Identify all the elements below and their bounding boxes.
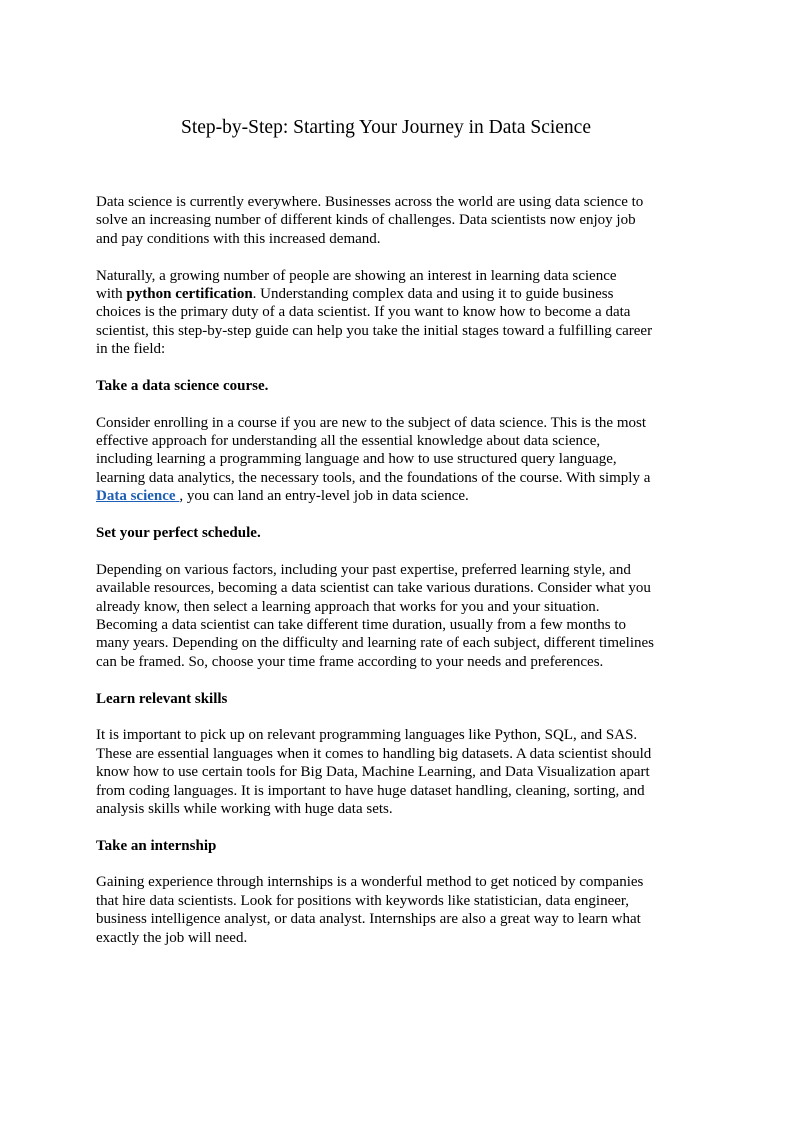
data-science-link[interactable]: Data science [96, 488, 180, 505]
paragraph-line: can be framed. So, choose your time frame according to your needs and preferences. [96, 653, 604, 670]
paragraph-line: Becoming a data scientist can take different time duration, usually from a few months to [96, 616, 626, 633]
paragraph-line: analysis skills while working with huge data sets. [96, 800, 393, 817]
section-heading-internship: Take an internship [96, 837, 217, 854]
paragraph-line: effective approach for understanding all the essential knowledge about data science, [96, 433, 601, 450]
paragraph-line: Naturally, a growing number of people are showing an interest in learning data science [96, 267, 617, 284]
course-paragraph [96, 414, 700, 506]
paragraph-line: business intelligence analyst, or data analyst. Internships are also a great way to learn what [96, 911, 641, 928]
paragraph-line: choices is the primary duty of a data scientist. If you want to know how to become a data [96, 304, 631, 321]
paragraph-line: learning data analytics, the necessary tools, and the foundations of the course. With simply a [96, 469, 651, 486]
paragraph-line: These are essential languages when it comes to handling big datasets. A data scientist should [96, 745, 652, 762]
paragraph-line-with-bold [96, 285, 700, 303]
paragraph-line: know how to use certain tools for Big Data, Machine Learning, and Data Visualization apart [96, 764, 650, 781]
schedule-paragraph [96, 561, 700, 671]
paragraph-line: in the field: [96, 341, 166, 358]
skills-paragraph [96, 726, 700, 818]
paragraph-line: and pay conditions with this increased demand. [96, 230, 381, 247]
intro-paragraph-1 [96, 193, 700, 248]
paragraph-line: already know, then select a learning approach that works for you and your situation. [96, 598, 600, 615]
text-fragment: with [96, 285, 127, 302]
paragraph-line: Gaining experience through internships is a wonderful method to get noticed by companies [96, 874, 644, 891]
section-heading-skills: Learn relevant skills [96, 690, 228, 707]
paragraph-line: Data science is currently everywhere. Businesses across the world are using data science to [96, 194, 644, 210]
paragraph-line: from coding languages. It is important to have huge dataset handling, cleaning, sorting, and [96, 782, 645, 799]
paragraph-line-with-link [96, 487, 700, 505]
paragraph-line: Depending on various factors, including your past expertise, preferred learning style, and [96, 561, 631, 578]
document-body [96, 193, 700, 947]
text-fragment: . Understanding complex data and using it to guide business [252, 285, 614, 302]
paragraph-line: many years. Depending on the difficulty and learning rate of each subject, different timelines [96, 635, 655, 652]
intro-paragraph-2 [96, 267, 700, 359]
section-heading-schedule: Set your perfect schedule. [96, 525, 261, 542]
python-certification-bold: python certification [126, 285, 253, 302]
paragraph-line: It is important to pick up on relevant programming languages like Python, SQL, and SAS. [96, 727, 638, 744]
paragraph-line: scientist, this step-by-step guide can help you take the initial stages toward a fulfilling career [96, 322, 653, 339]
paragraph-line: solve an increasing number of different kinds of challenges. Data scientists now enjoy job [96, 212, 636, 229]
page-title: Step-by-Step: Starting Your Journey in Data Science [181, 117, 591, 138]
paragraph-line: that hire data scientists. Look for positions with keywords like statistician, data engineer, [96, 892, 630, 909]
paragraph-line: exactly the job will need. [96, 929, 248, 946]
paragraph-line: available resources, becoming a data scientist can take various durations. Consider what you [96, 580, 651, 597]
paragraph-line: Consider enrolling in a course if you are new to the subject of data science. This is the most [96, 414, 646, 431]
paragraph-line: including learning a programming language and how to use structured query language, [96, 451, 617, 468]
text-fragment: , you can land an entry-level job in data science. [179, 488, 469, 505]
internship-paragraph [96, 873, 700, 947]
section-heading-course: Take a data science course. [96, 377, 269, 394]
